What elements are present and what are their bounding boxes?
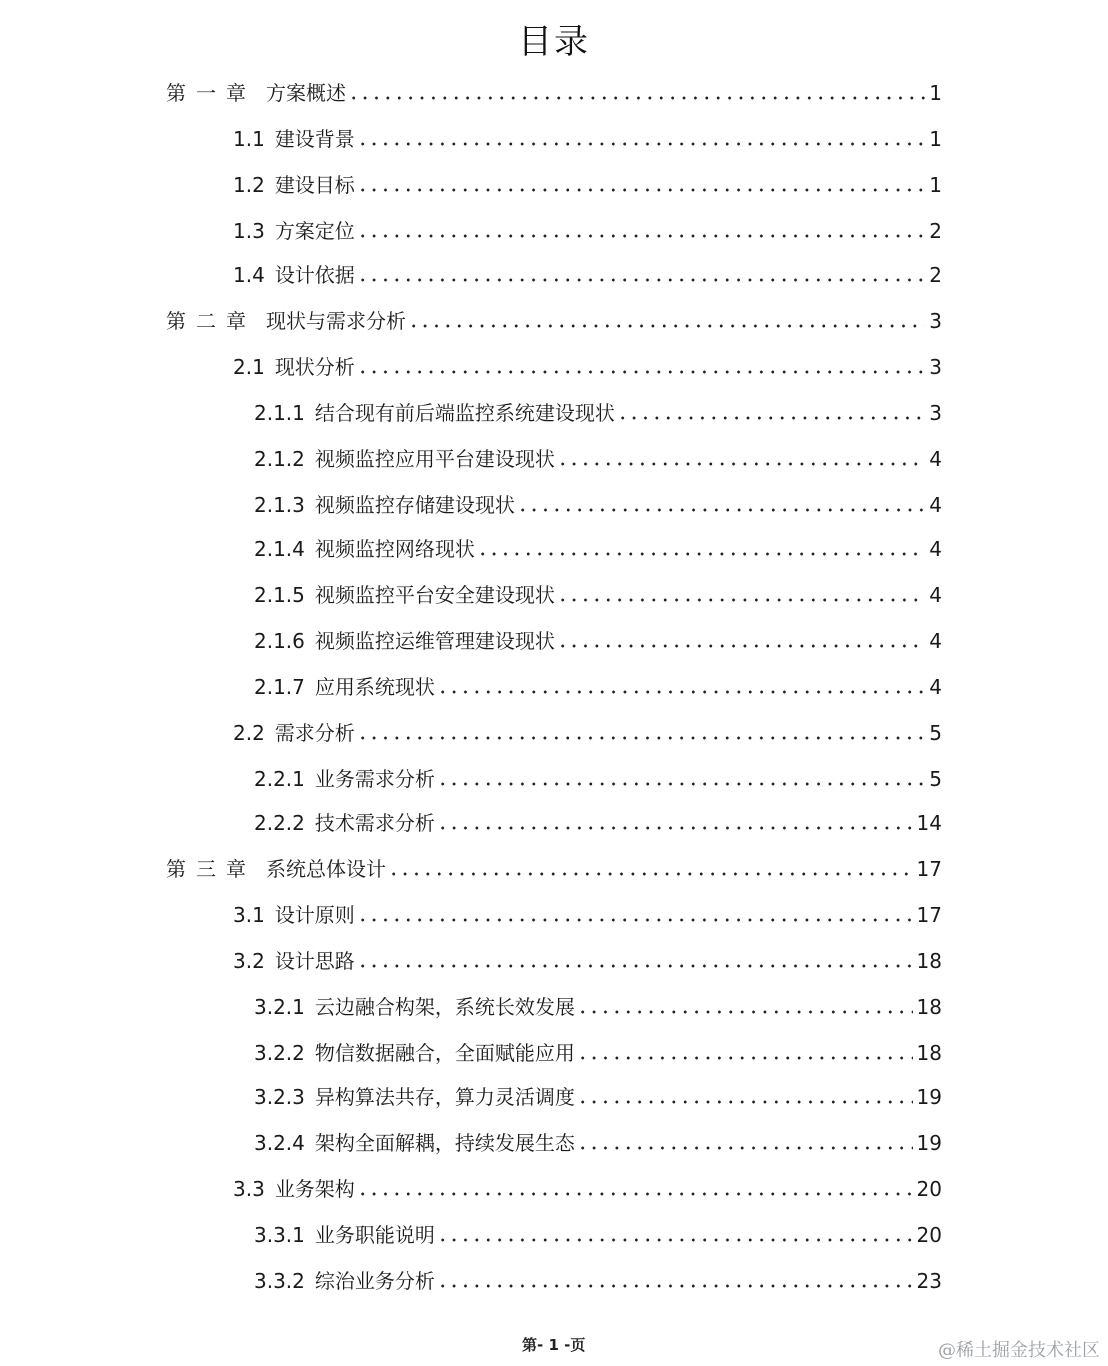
toc-entry-number: 3.3.2 — [254, 1269, 305, 1293]
toc-entry-number: 第三章 — [166, 857, 256, 881]
toc-entry-title: 需求分析 — [274, 721, 355, 745]
dot-leader — [577, 1100, 913, 1104]
toc-entry[interactable] — [254, 626, 942, 656]
toc-entry-number: 1.3 — [233, 219, 265, 243]
toc-entry-number: 第一章 — [166, 81, 256, 105]
toc-entry-number: 2.1.6 — [254, 629, 305, 653]
toc-entry[interactable] — [166, 78, 942, 108]
dot-leader — [437, 1238, 913, 1242]
toc-entry-title: 建设背景 — [274, 127, 355, 151]
toc-entry-number: 3.2.4 — [254, 1131, 305, 1155]
toc-entry-number: 2.1.5 — [254, 583, 305, 607]
toc-entry[interactable] — [233, 260, 942, 290]
toc-entry[interactable] — [233, 352, 942, 382]
dot-leader — [577, 1010, 913, 1014]
toc-entry-page: 14 — [916, 811, 942, 835]
toc-entry-number: 3.2.1 — [254, 995, 305, 1019]
toc-entry-page: 5 — [929, 721, 942, 745]
toc-entry-number: 2.1 — [233, 355, 265, 379]
toc-entry-title: 系统总体设计 — [266, 857, 386, 881]
dot-leader — [357, 278, 925, 282]
toc-entry[interactable] — [166, 854, 942, 884]
toc-entry-title: 业务需求分析 — [314, 767, 435, 791]
toc-entry-page: 3 — [929, 401, 942, 425]
toc-entry-title: 云边融合构架，系统长效发展 — [314, 995, 575, 1019]
dot-leader — [557, 644, 925, 648]
toc-entry-number: 3.2.3 — [254, 1085, 305, 1109]
toc-entry[interactable] — [254, 580, 942, 610]
toc-entry[interactable] — [254, 1082, 942, 1112]
toc-entry-page: 2 — [929, 219, 942, 243]
dot-leader — [437, 1284, 913, 1288]
toc-entry[interactable] — [254, 672, 942, 702]
toc-entry-page: 18 — [916, 1041, 942, 1065]
toc-entry-title: 异构算法共存，算力灵活调度 — [314, 1085, 575, 1109]
toc-entry-title: 设计原则 — [274, 903, 355, 927]
toc-entry-number: 2.1.7 — [254, 675, 305, 699]
toc-entry-title: 视频监控运维管理建设现状 — [314, 629, 555, 653]
toc-entry-page: 19 — [916, 1131, 942, 1155]
toc-entry-page: 2 — [929, 263, 942, 287]
toc-entry-title: 物信数据融合，全面赋能应用 — [314, 1041, 575, 1065]
dot-leader — [357, 188, 925, 192]
toc-entry-title: 技术需求分析 — [314, 811, 435, 835]
page-title: 目录 — [518, 22, 590, 62]
toc-entry-number: 1.2 — [233, 173, 265, 197]
toc-entry-page: 23 — [916, 1269, 942, 1293]
dot-leader — [517, 508, 925, 512]
toc-entry-title: 现状分析 — [274, 355, 355, 379]
toc-entry[interactable] — [254, 1038, 942, 1068]
toc-entry-page: 20 — [916, 1177, 942, 1201]
toc-entry-page: 19 — [916, 1085, 942, 1109]
toc-entry-number: 3.1 — [233, 903, 265, 927]
toc-entry-page: 18 — [916, 949, 942, 973]
dot-leader — [357, 234, 925, 238]
toc-entry-number: 1.1 — [233, 127, 265, 151]
dot-leader — [577, 1056, 913, 1060]
toc-entry-title: 业务架构 — [274, 1177, 355, 1201]
toc-entry[interactable] — [233, 170, 942, 200]
dot-leader — [437, 690, 925, 694]
dot-leader — [357, 370, 925, 374]
toc-entry[interactable] — [233, 946, 942, 976]
toc-entry-title: 应用系统现状 — [314, 675, 435, 699]
dot-leader — [477, 552, 925, 556]
dot-leader — [357, 964, 913, 968]
dot-leader — [577, 1146, 913, 1150]
toc-entry-title: 结合现有前后端监控系统建设现状 — [314, 401, 615, 425]
toc-entry-page: 4 — [929, 447, 942, 471]
toc-entry-title: 视频监控网络现状 — [314, 537, 475, 561]
dot-leader — [357, 736, 925, 740]
toc-entry-page: 4 — [929, 675, 942, 699]
toc-entry-number: 2.2.1 — [254, 767, 305, 791]
toc-entry-page: 20 — [916, 1223, 942, 1247]
dot-leader — [357, 918, 913, 922]
toc-entry-title: 设计依据 — [274, 263, 355, 287]
toc-entry-title: 视频监控平台安全建设现状 — [314, 583, 555, 607]
dot-leader — [617, 416, 925, 420]
toc-entry-page: 1 — [929, 173, 942, 197]
toc-entry[interactable] — [254, 992, 942, 1022]
watermark: @稀土掘金技术社区 — [938, 1340, 1100, 1361]
toc-entry-number: 3.3 — [233, 1177, 265, 1201]
toc-entry-page: 4 — [929, 583, 942, 607]
toc-entry-number: 2.1.4 — [254, 537, 305, 561]
dot-leader — [557, 598, 925, 602]
toc-entry-number: 2.2.2 — [254, 811, 305, 835]
toc-entry-number: 3.2 — [233, 949, 265, 973]
dot-leader — [408, 324, 925, 328]
toc-entry-page: 1 — [929, 81, 942, 105]
toc-entry-title: 架构全面解耦，持续发展生态 — [314, 1131, 575, 1155]
dot-leader — [357, 1192, 913, 1196]
toc-entry-title: 现状与需求分析 — [266, 309, 406, 333]
toc-entry[interactable] — [233, 1174, 942, 1204]
dot-leader — [348, 96, 925, 100]
toc-entry-number: 3.2.2 — [254, 1041, 305, 1065]
toc-entry-title: 设计思路 — [274, 949, 355, 973]
toc-entry-title: 方案概述 — [266, 81, 346, 105]
toc-entry-number: 2.1.3 — [254, 493, 305, 517]
toc-entry[interactable] — [254, 1220, 942, 1250]
dot-leader — [388, 872, 913, 876]
toc-entry-number: 第二章 — [166, 309, 256, 333]
toc-entry-page: 4 — [929, 629, 942, 653]
toc-entry-page: 18 — [916, 995, 942, 1019]
toc-entry-page: 1 — [929, 127, 942, 151]
page-number-footer: 第- 1 -页 — [522, 1336, 586, 1354]
toc-entry[interactable] — [233, 900, 942, 930]
toc-entry[interactable] — [166, 306, 942, 336]
toc-entry-page: 4 — [929, 493, 942, 517]
toc-entry[interactable] — [233, 718, 942, 748]
toc-entry-title: 视频监控应用平台建设现状 — [314, 447, 555, 471]
toc-entry[interactable] — [254, 808, 942, 838]
toc-entry-page: 3 — [929, 309, 942, 333]
toc-entry[interactable] — [254, 490, 942, 520]
toc-entry-number: 1.4 — [233, 263, 265, 287]
dot-leader — [557, 462, 925, 466]
toc-entry-number: 2.1.1 — [254, 401, 305, 425]
toc-entry[interactable] — [233, 216, 942, 246]
toc-entry[interactable] — [233, 124, 942, 154]
toc-entry-number: 3.3.1 — [254, 1223, 305, 1247]
toc-entry-number: 2.1.2 — [254, 447, 305, 471]
toc-entry[interactable] — [254, 444, 942, 474]
toc-entry-page: 5 — [929, 767, 942, 791]
toc-entry-number: 2.2 — [233, 721, 265, 745]
toc-entry-title: 建设目标 — [274, 173, 355, 197]
toc-entry[interactable] — [254, 534, 942, 564]
toc-entry[interactable] — [254, 1128, 942, 1158]
toc-entry[interactable] — [254, 1266, 942, 1296]
toc-entry-title: 业务职能说明 — [314, 1223, 435, 1247]
toc-entry-title: 视频监控存储建设现状 — [314, 493, 515, 517]
toc-entry[interactable] — [254, 398, 942, 428]
dot-leader — [437, 782, 925, 786]
toc-entry-page: 4 — [929, 537, 942, 561]
toc-entry-title: 综治业务分析 — [314, 1269, 435, 1293]
dot-leader — [437, 826, 913, 830]
toc-entry-page: 17 — [916, 903, 942, 927]
toc-entry-page: 17 — [916, 857, 942, 881]
toc-entry-page: 3 — [929, 355, 942, 379]
dot-leader — [357, 142, 925, 146]
toc-entry[interactable] — [254, 764, 942, 794]
toc-entry-title: 方案定位 — [274, 219, 355, 243]
